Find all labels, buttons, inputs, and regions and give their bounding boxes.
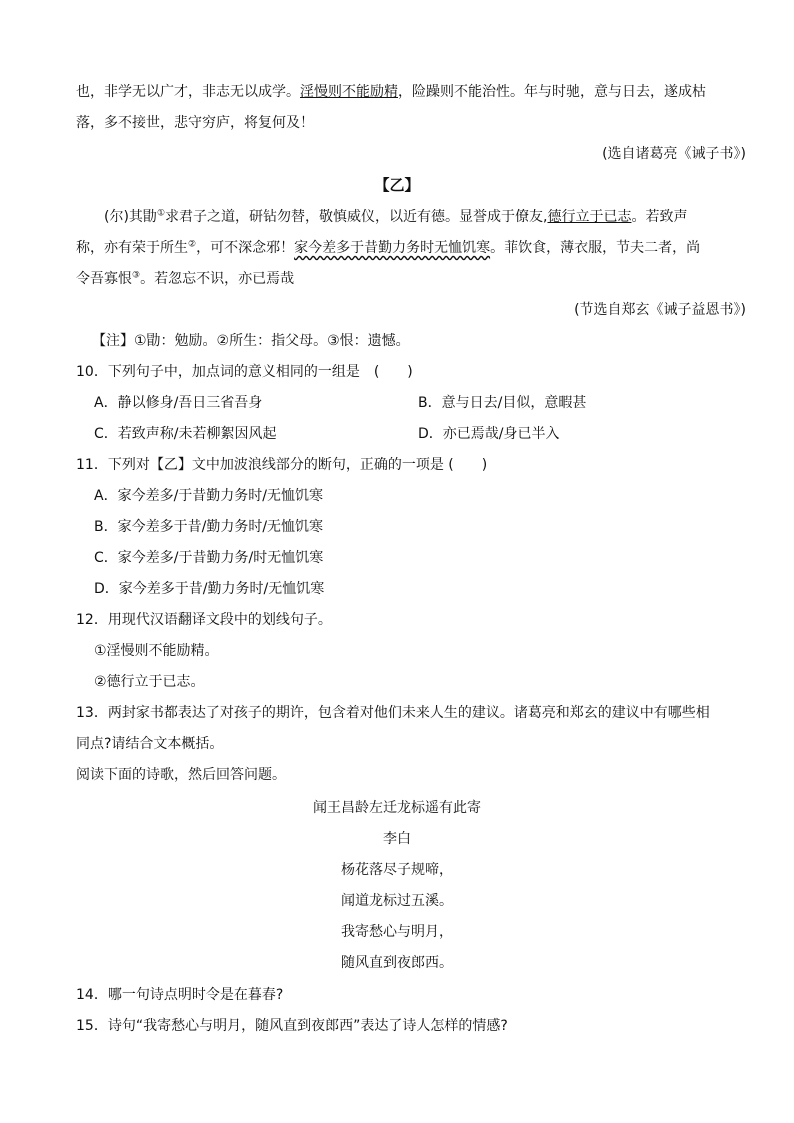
footnote-mark-1: ① xyxy=(156,208,166,219)
poem-line-4: 随风直到夜郎西。 xyxy=(341,955,453,971)
footnote-mark-3: ③ xyxy=(132,270,141,281)
question-15: 15．诗句“我寄愁心与明月，随风直到夜郎西”表达了诗人怎样的情感? xyxy=(76,1018,508,1034)
question-11-option-a: A．家今差多/于昔勤力务时/无恤饥寒 xyxy=(94,488,324,504)
wavy-underlined-phrase: 家今差多于昔勤力务时无恤饥寒 xyxy=(294,240,491,256)
yi-source: (节选自郑玄《诫子益恩书》) xyxy=(574,302,746,318)
question-11-option-c: C．家今差多/于昔勤力务/时无恤饥寒 xyxy=(94,550,324,566)
question-10-option-b: B．意与日去/目似，意暇甚 xyxy=(418,395,587,411)
poem-instruction: 阅读下面的诗歌，然后回答问题。 xyxy=(76,767,286,783)
question-10-option-a: A．静以修身/吾日三省吾身 xyxy=(94,395,263,411)
poem-line-2: 闻道龙标过五溪。 xyxy=(341,893,453,909)
poem-line-3: 我寄愁心与明月， xyxy=(341,924,453,940)
yi-line-1: (尔)其勖①求君子之道，研钻勿替，敬慎威仪，以近有德。显誉成于僚友,德行立于已志。若致声 xyxy=(104,208,688,225)
yi-line-2: 称，亦有荣于所生②，可不深念邪！家今差多于昔勤力务时无恤饥寒。菲饮食，薄衣服，节夫二者，尚 xyxy=(76,239,701,256)
question-11-option-d: D．家今差多于昔/勤力务时/无恤饥寒 xyxy=(94,581,325,597)
yi-heading: 【乙】 xyxy=(374,176,420,194)
question-10-option-c: C．若致声称/未若柳絮因风起 xyxy=(94,426,277,442)
jia-source: (选自诸葛亮《诫子书》) xyxy=(602,146,746,162)
question-11-stem: 11．下列对【乙】文中加波浪线部分的断句，正确的一项是 ( ) xyxy=(76,457,488,473)
question-10-option-d: D．亦已焉哉/身已半入 xyxy=(418,426,560,442)
question-12-stem: 12．用现代汉语翻译文段中的划线句子。 xyxy=(76,612,332,628)
question-10-stem: 10．下列句子中，加点词的意义相同的一组是 ( ) xyxy=(76,364,413,380)
jia-line-2: 落，多不接世，悲守穷庐，将复何及！ xyxy=(76,115,314,131)
question-11-option-b: B．家今差多于昔/勤力务时/无恤饥寒 xyxy=(94,519,324,535)
jia-line-1: 也，非学无以广才，非志无以成学。淫慢则不能励精，险躁则不能治性。年与时驰，意与日去，遂成枯 xyxy=(76,84,706,100)
question-13-line-2: 同点?请结合文本概括。 xyxy=(76,736,224,752)
question-13-line-1: 13．两封家书都表达了对孩子的期许，包含着对他们未来人生的建议。诸葛亮和郑玄的建议中有哪些相 xyxy=(76,705,710,721)
question-12-sentence-2: ②德行立于已志。 xyxy=(94,674,205,690)
question-14: 14．哪一句诗点明时令是在暮春? xyxy=(76,987,284,1003)
poem-line-1: 杨花落尽子规啼， xyxy=(341,862,453,878)
yi-line-3: 令吾寡恨③。若忽忘不识，亦已焉哉 xyxy=(76,270,295,287)
poem-author: 李白 xyxy=(383,831,411,847)
underlined-sentence-1: 淫慢则不能励精 xyxy=(300,84,398,100)
underlined-sentence-2: 德行立于已志 xyxy=(547,209,632,225)
footnote-note: 【注】①勖：勉励。②所生：指父母。③恨：遗憾。 xyxy=(92,333,410,349)
poem-title: 闻王昌龄左迁龙标遥有此寄 xyxy=(313,800,481,816)
footnote-mark-2: ② xyxy=(188,239,197,250)
question-12-sentence-1: ①淫慢则不能励精。 xyxy=(94,643,219,659)
